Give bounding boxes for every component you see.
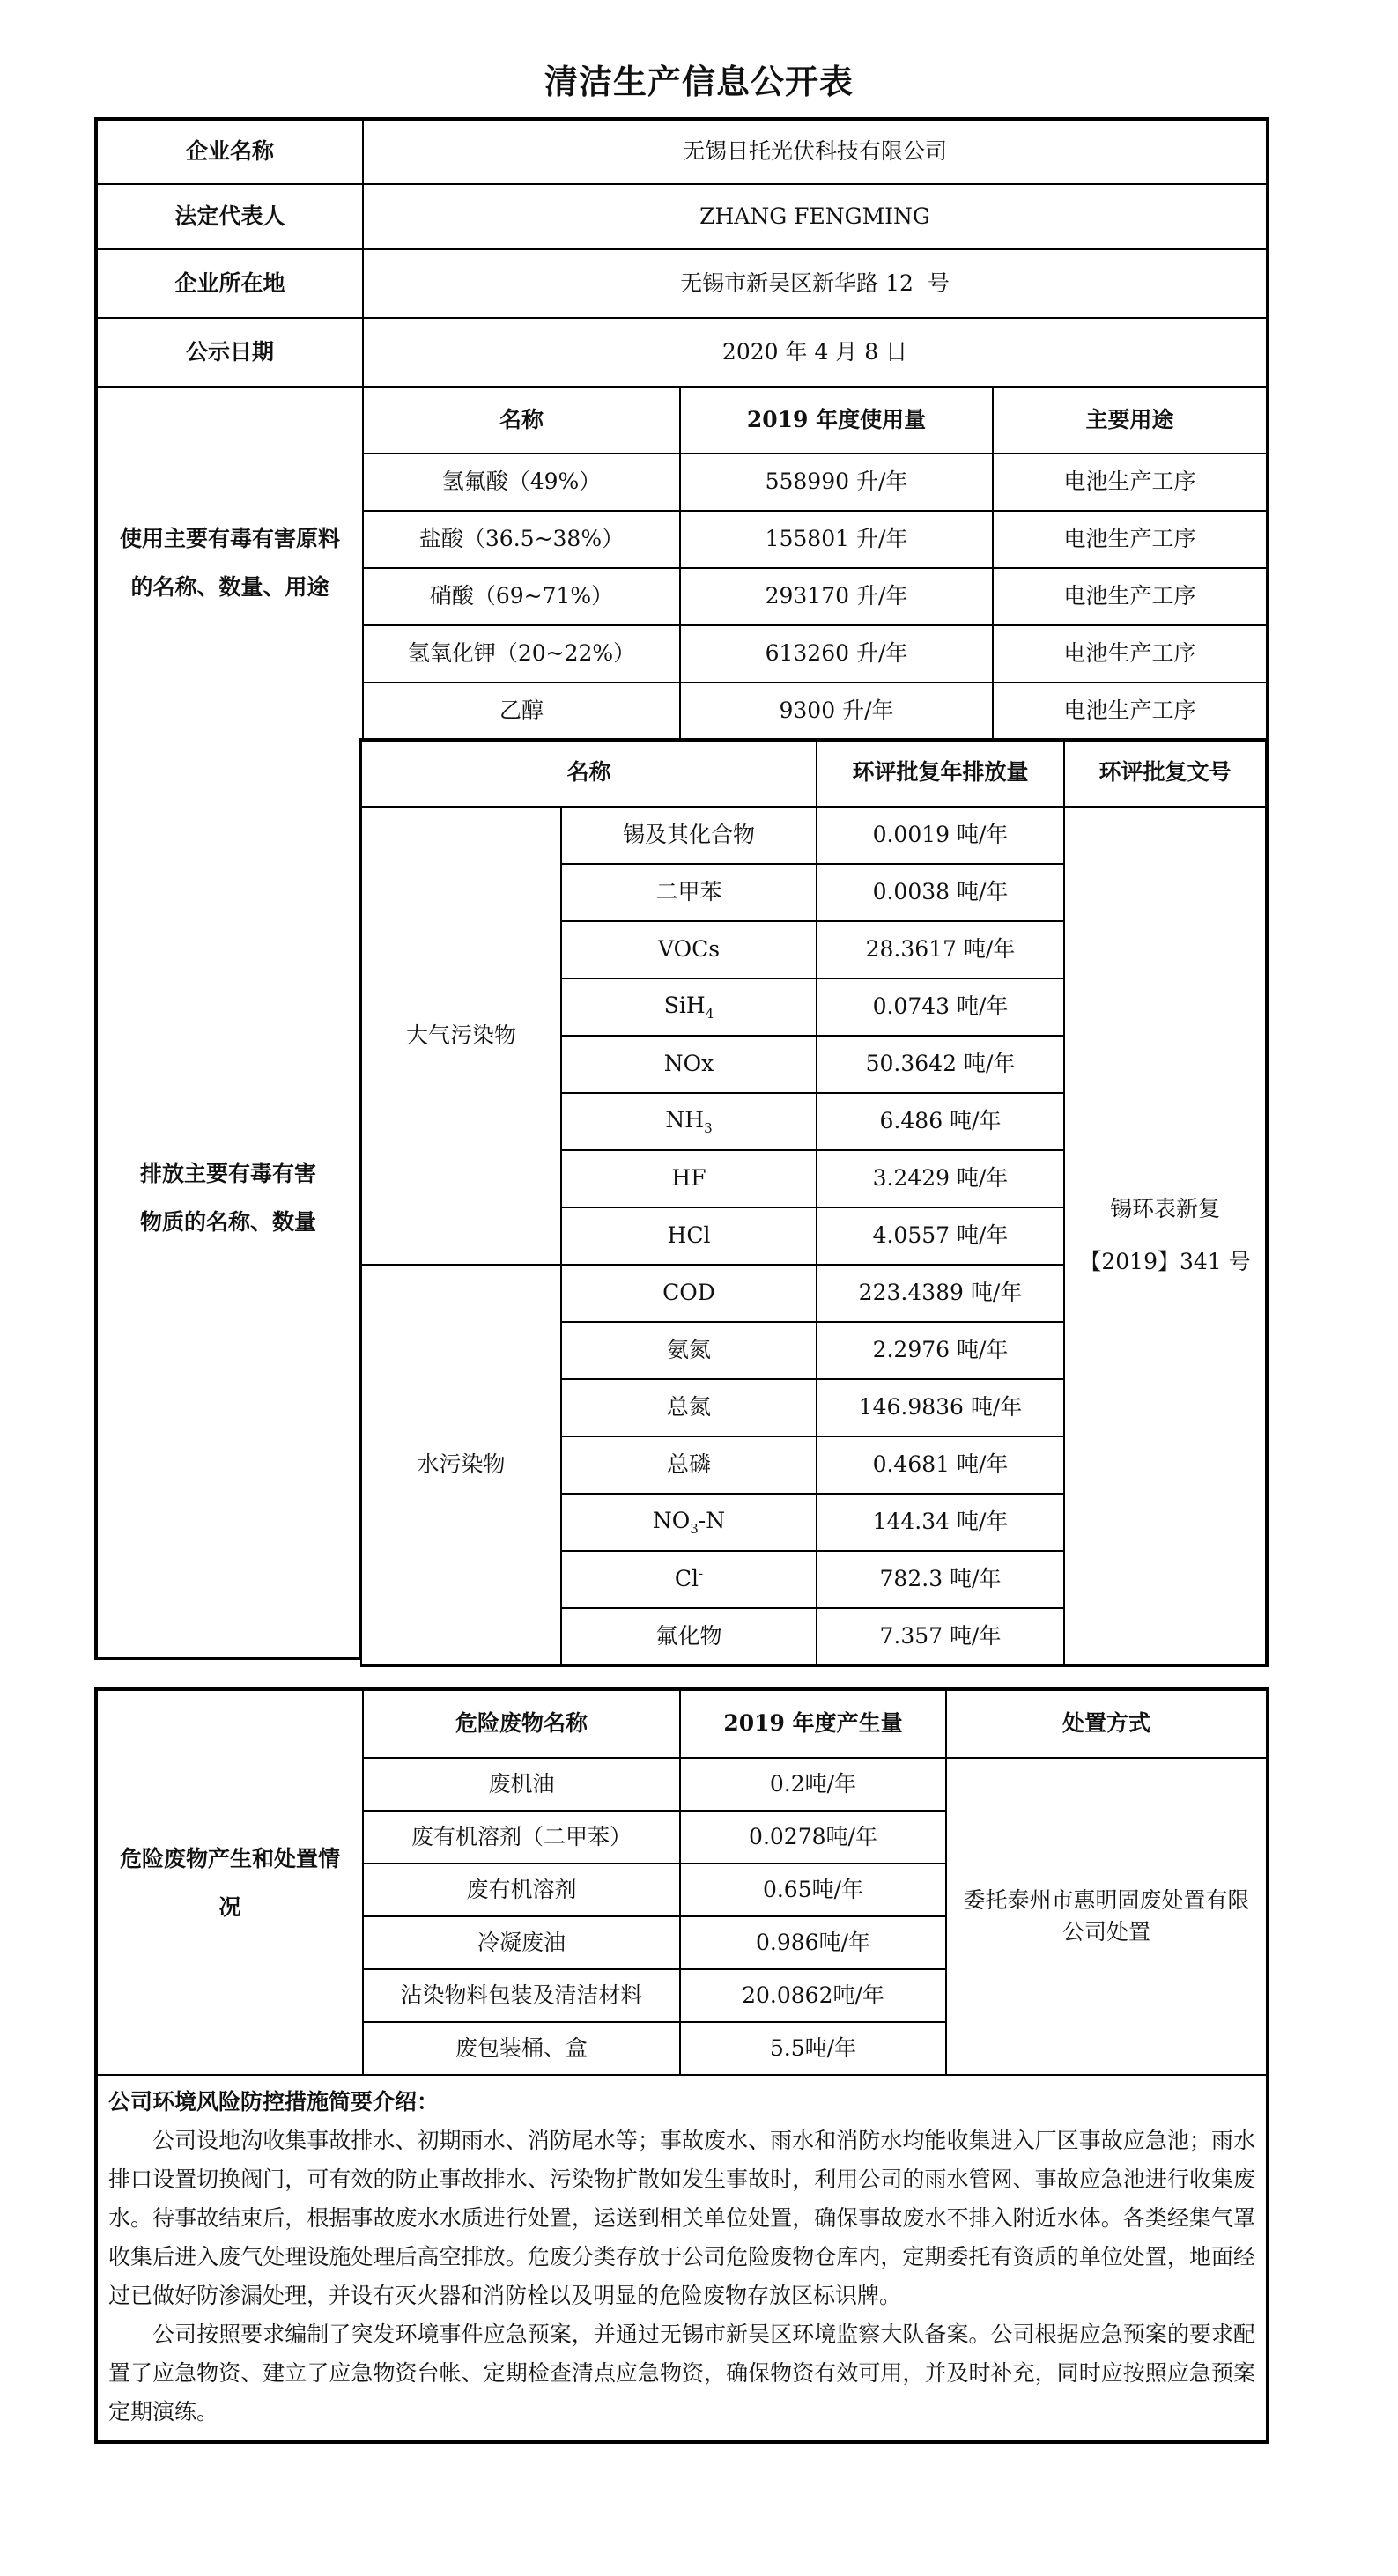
pollutant-qty: 3.2429 吨/年: [817, 1150, 1064, 1207]
emissions-section-label-text: 排放主要有毒有害物质的名称、数量: [139, 1160, 316, 1235]
pollutant-qty: 0.0743 吨/年: [817, 978, 1064, 1036]
pollutant-qty: 6.486 吨/年: [817, 1093, 1064, 1150]
emissions-header-approval: 环评批复文号: [1064, 739, 1267, 807]
pollutant-name: 氟化物: [561, 1608, 817, 1665]
waste-name: 废机油: [363, 1758, 680, 1811]
material-use: 电池生产工序: [993, 454, 1268, 511]
address-label: 企业所在地: [96, 249, 363, 318]
waste-disposal: 委托泰州市惠明固废处置有限公司处置: [946, 1758, 1268, 2075]
pollutant-name: COD: [561, 1265, 817, 1322]
emissions-table: [360, 738, 1269, 1667]
material-use: 电池生产工序: [993, 568, 1268, 625]
material-name: 盐酸（36.5~38%）: [363, 511, 680, 568]
pollutant-qty: 0.0019 吨/年: [817, 807, 1064, 864]
pollutant-name: HF: [561, 1150, 817, 1207]
hazwaste-section-label: 危险废物产生和处置情况: [96, 1689, 363, 2075]
row-address: [96, 249, 1268, 318]
pollutant-name: Cl-: [561, 1551, 817, 1608]
risk-intro: [96, 2075, 1268, 2442]
legal-rep: ZHANG FENGMING: [363, 184, 1268, 249]
material-qty: 9300 升/年: [680, 683, 993, 740]
pollutant-qty: 2.2976 吨/年: [817, 1322, 1064, 1379]
pollutant-name: 锡及其化合物: [561, 807, 817, 864]
air-pollutants-label: 大气污染物: [361, 807, 561, 1265]
emissions-header-qty: 环评批复年排放量: [817, 739, 1064, 807]
company-name: 无锡日托光伏科技有限公司: [363, 119, 1268, 184]
pollutant-qty: 0.4681 吨/年: [817, 1436, 1064, 1494]
hazwaste-col-disposal: 处置方式: [946, 1689, 1268, 1758]
material-name: 乙醇: [363, 683, 680, 740]
pollutant-name: VOCs: [561, 921, 817, 978]
intro-heading: 公司环境风险防控措施简要介绍：: [108, 2089, 440, 2115]
pollutant-name: 氨氮: [561, 1322, 817, 1379]
pollutant-qty: 50.3642 吨/年: [817, 1036, 1064, 1093]
materials-section-label: 使用主要有毒有害原料的名称、数量、用途: [96, 387, 363, 740]
pollutant-name: 总磷: [561, 1436, 817, 1494]
legal-rep-label: 法定代表人: [96, 184, 363, 249]
pollutant-qty: 144.34 吨/年: [817, 1494, 1064, 1551]
material-qty: 293170 升/年: [680, 568, 993, 625]
pollutant-name: HCl: [561, 1207, 817, 1265]
waste-qty: 20.0862吨/年: [680, 1969, 946, 2022]
company-name-label: 企业名称: [96, 119, 363, 184]
material-use: 电池生产工序: [993, 511, 1268, 568]
material-name: 氢氧化钾（20~22%）: [363, 625, 680, 683]
pollutant-name: $NH_3$: [561, 1093, 817, 1150]
materials-col-use: 主要用途: [993, 387, 1268, 454]
approval-number: 锡环表新复【2019】341 号: [1064, 807, 1267, 1665]
pollutant-qty: 4.0557 吨/年: [817, 1207, 1064, 1265]
publish-date: 2020 年 4 月 8 日: [363, 318, 1268, 387]
waste-name: 废有机溶剂（二甲苯）: [363, 1811, 680, 1864]
materials-col-qty: 2019 年度使用量: [680, 387, 993, 454]
material-qty: 155801 升/年: [680, 511, 993, 568]
pollutant-qty: 146.9836 吨/年: [817, 1379, 1064, 1436]
row-company-name: [96, 119, 1268, 184]
material-qty: 558990 升/年: [680, 454, 993, 511]
waste-qty: 0.0278吨/年: [680, 1811, 946, 1864]
materials-header-row: [96, 387, 1268, 454]
row-date: [96, 318, 1268, 387]
waste-name: 废有机溶剂: [363, 1864, 680, 1916]
pollutant-qty: 7.357 吨/年: [817, 1608, 1064, 1665]
pollutant-name: SiH$_4$: [561, 978, 817, 1036]
table-row: [361, 807, 1267, 864]
pollutant-qty: 0.0038 吨/年: [817, 864, 1064, 921]
emissions-header-name: 名称: [361, 739, 817, 807]
intro-paragraph-1: 公司设地沟收集事故排水、初期雨水、消防尾水等；事故废水、雨水和消防水均能收集进入厂区事故应急池；雨水排口设置切换阀门，可有效的防止事故排水、污染物扩散如发生事故时，利用公司的雨水管网、事故应急池进行收集废水。待事故结束后，根据事故废水水质进行处置，运送到相关单位处置，确保事故废水不排入附近水体。各类经集气罩收集后进入废气处理设施处理后高空排放。危废分类存放于公司危险废物仓库内，定期委托有资质的单位处置，地面经过已做好防渗漏处理，并设有灭火器和消防栓以及明显的危险废物存放区标识牌。: [108, 2128, 1255, 2308]
date-label: 公示日期: [96, 318, 363, 387]
intro-paragraph-2: 公司按照要求编制了突发环境事件应急预案，并通过无锡市新吴区环境监察大队备案。公司根据应急预案的要求配置了应急物资、建立了应急物资台帐、定期检查清点应急物资，确保物资有效可用，并及时补充，同时应按照应急预案定期演练。: [108, 2321, 1255, 2425]
hazwaste-col-qty: 2019 年度产生量: [680, 1689, 946, 1758]
waste-name: 废包装桶、盒: [363, 2022, 680, 2075]
material-name: 硝酸（69~71%）: [363, 568, 680, 625]
material-use: 电池生产工序: [993, 625, 1268, 683]
emissions-label-box: [94, 738, 360, 1660]
hazwaste-table: [94, 1687, 1269, 2444]
intro-row: [96, 2075, 1268, 2442]
water-pollutants-label: 水污染物: [361, 1265, 561, 1665]
address: 无锡市新吴区新华路 12 号: [363, 249, 1268, 318]
hazwaste-col-name: 危险废物名称: [363, 1689, 680, 1758]
material-name: 氢氟酸（49%）: [363, 454, 680, 511]
materials-col-name: 名称: [363, 387, 680, 454]
info-table: [94, 117, 1269, 742]
waste-qty: 0.65吨/年: [680, 1864, 946, 1916]
pollutant-qty: 28.3617 吨/年: [817, 921, 1064, 978]
waste-name: 沾染物料包装及清洁材料: [363, 1969, 680, 2022]
waste-qty: 5.5吨/年: [680, 2022, 946, 2075]
page-title: 清洁生产信息公开表: [544, 63, 854, 101]
pollutant-qty: 782.3 吨/年: [817, 1551, 1064, 1608]
material-use: 电池生产工序: [993, 683, 1268, 740]
emissions-header-row: [361, 739, 1267, 807]
pollutant-qty: 223.4389 吨/年: [817, 1265, 1064, 1322]
pollutant-name: 二甲苯: [561, 864, 817, 921]
row-legal-rep: [96, 184, 1268, 249]
waste-qty: 0.2吨/年: [680, 1758, 946, 1811]
material-qty: 613260 升/年: [680, 625, 993, 683]
pollutant-name: 总氮: [561, 1379, 817, 1436]
hazwaste-header-row: [96, 1689, 1268, 1758]
pollutant-name: $NO_3-N$: [561, 1494, 817, 1551]
waste-name: 冷凝废油: [363, 1916, 680, 1969]
pollutant-name: NOx: [561, 1036, 817, 1093]
waste-qty: 0.986吨/年: [680, 1916, 946, 1969]
